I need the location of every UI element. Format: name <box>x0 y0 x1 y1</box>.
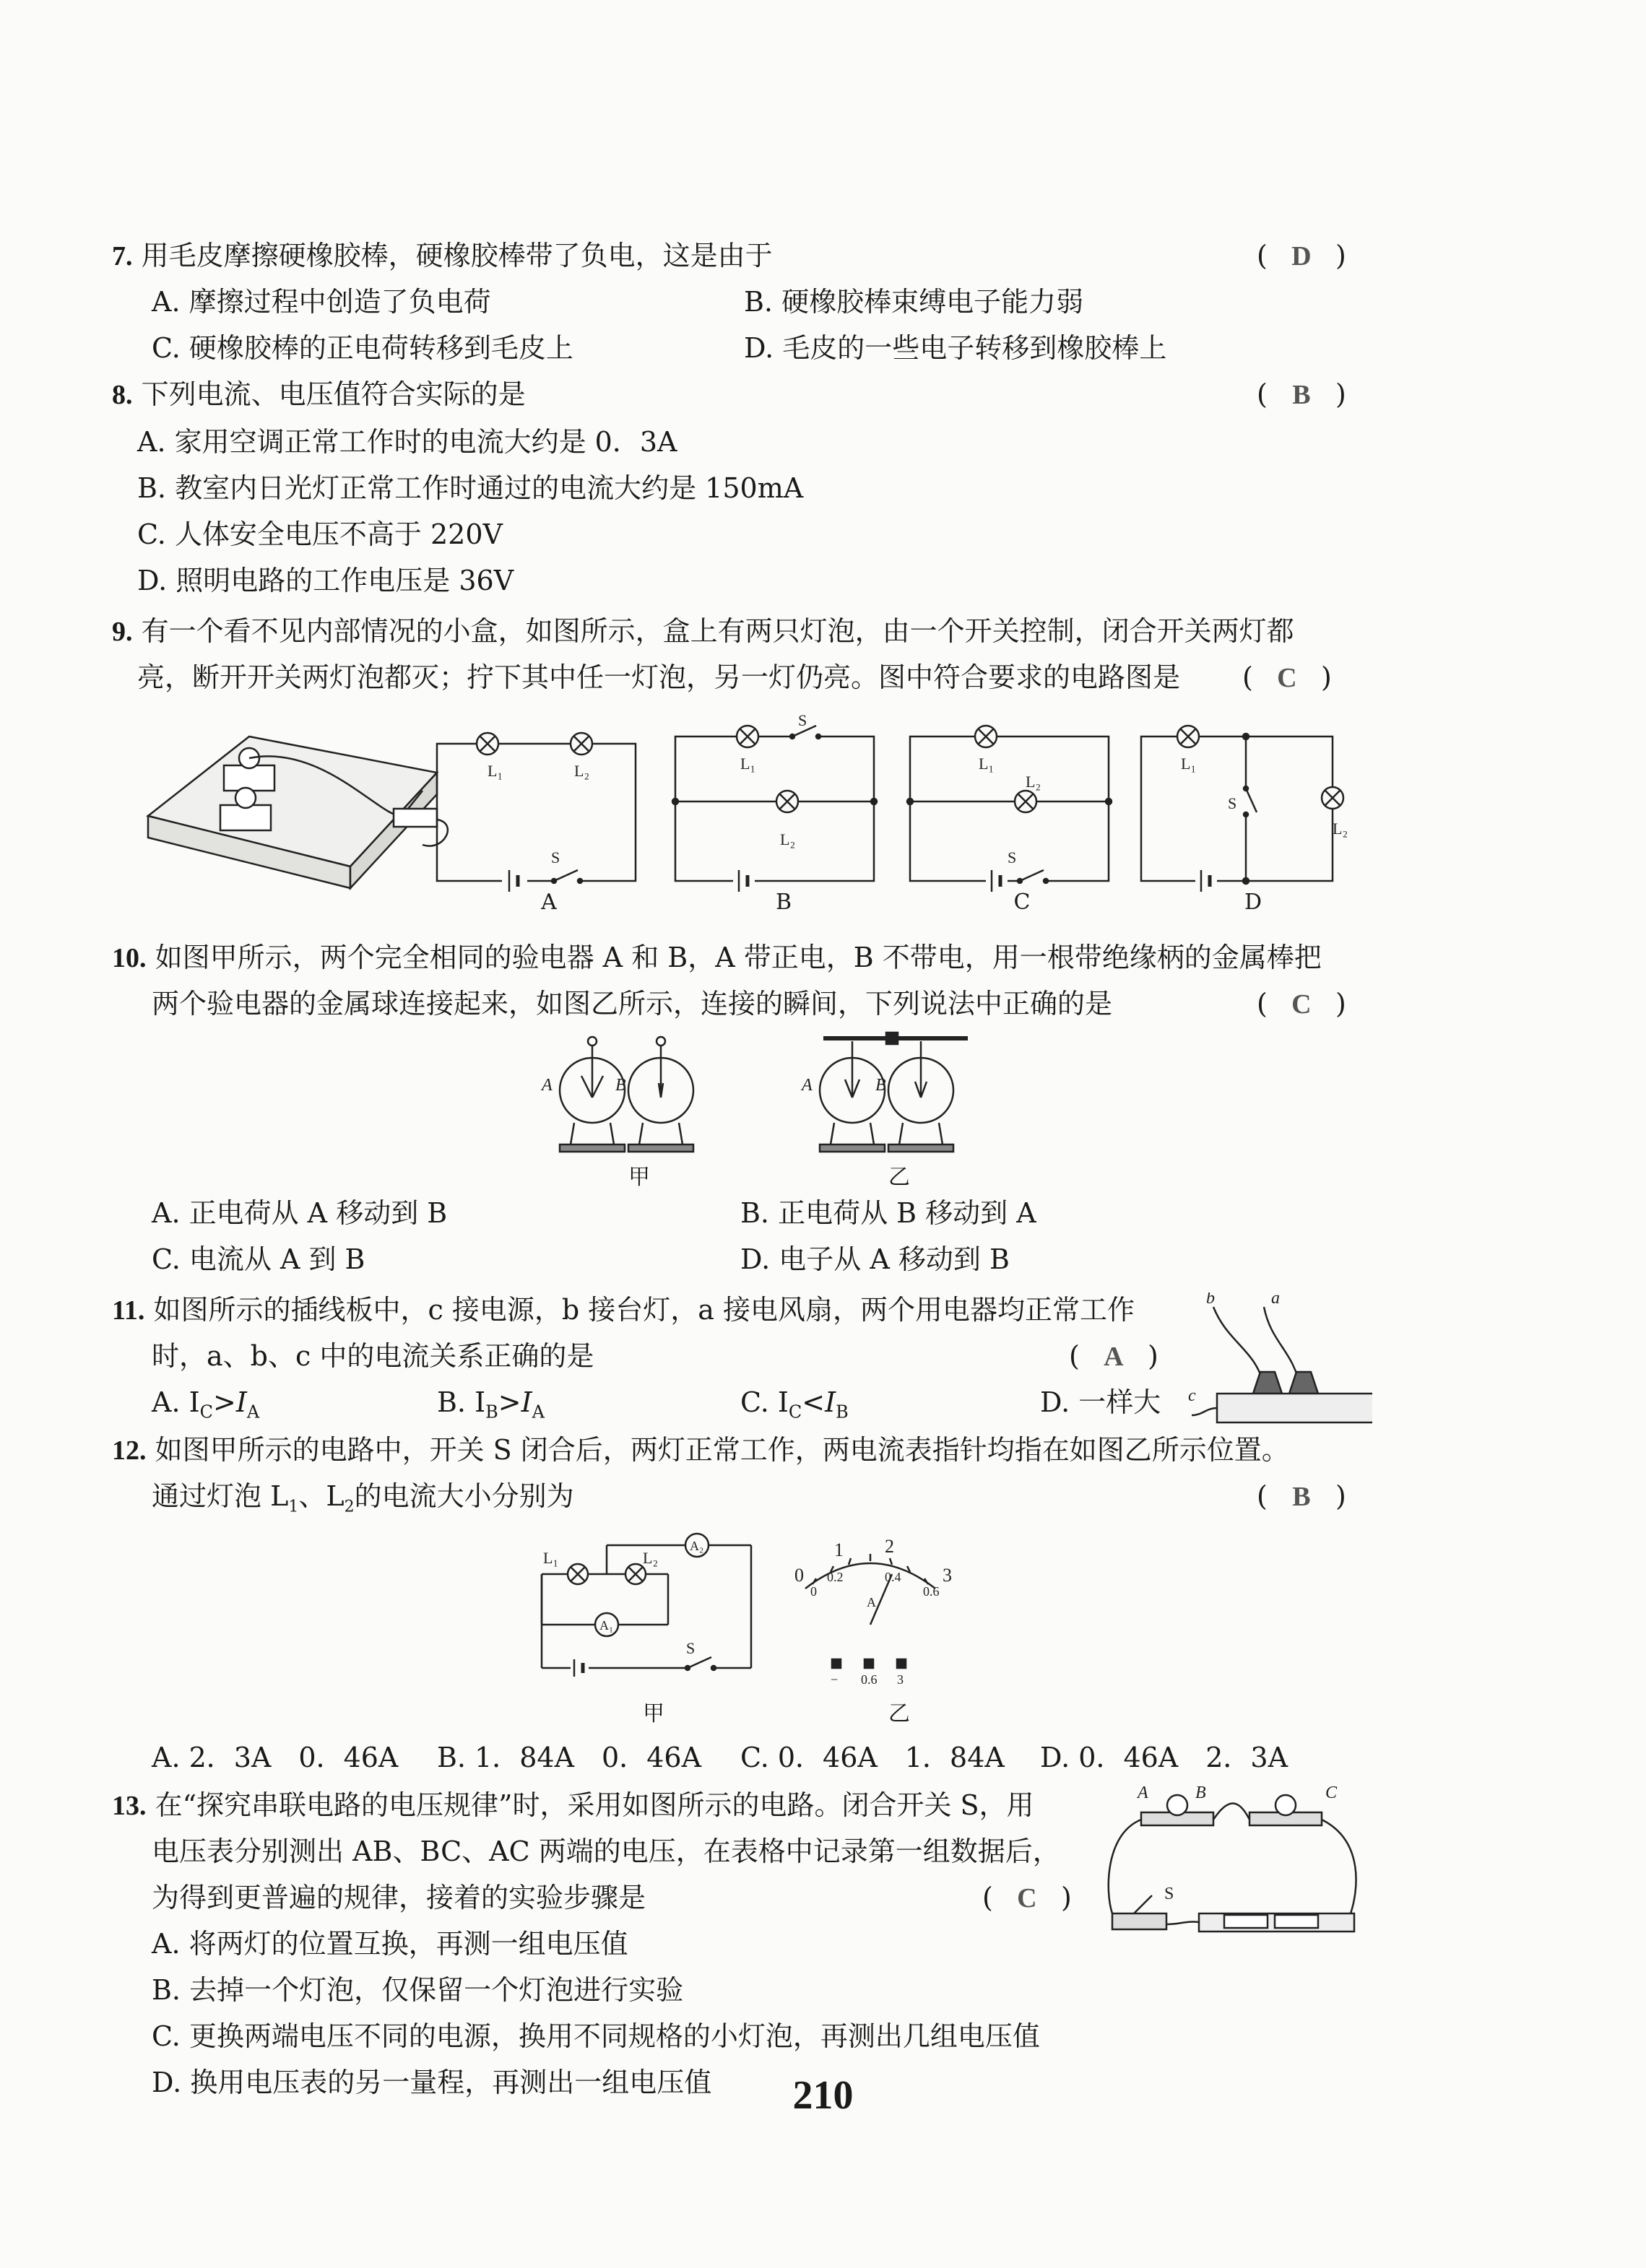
q13-answer: ( C ) <box>982 1880 1072 1916</box>
q10-answer-letter: C <box>1291 989 1312 1020</box>
svg-text:1: 1 <box>834 1539 844 1560</box>
q10-fig-label-jia: 甲 <box>628 1165 650 1190</box>
q9-fig-label-d: D <box>1244 890 1262 915</box>
svg-text:0.6: 0.6 <box>861 1672 878 1687</box>
svg-text:S: S <box>551 848 560 866</box>
q9-circuit-d <box>1141 726 1343 892</box>
q7-stem <box>112 238 773 274</box>
q11-stem-line2: 时，a、b、c 中的电流关系正确的是 <box>152 1340 594 1372</box>
q12-fig-label-jia: 甲 <box>643 1701 664 1726</box>
q12-option-c: C. 0．46A 1．84A <box>740 1742 1005 1773</box>
svg-text:0.4: 0.4 <box>885 1570 901 1584</box>
q7-option-a: A. 摩擦过程中创造了负电荷 <box>152 286 491 318</box>
q11-option-a-text: A. I <box>152 1386 200 1418</box>
svg-text:0.6: 0.6 <box>923 1584 940 1599</box>
q8-option-a: A. 家用空调正常工作时的电流大约是 0．3A <box>137 426 677 458</box>
q8-stem <box>112 377 526 412</box>
svg-text:A: A <box>802 1076 813 1095</box>
q10-fig-yi <box>820 1033 968 1152</box>
q12-number: 12. <box>112 1435 147 1466</box>
svg-text:S: S <box>686 1639 696 1657</box>
q12-figures <box>527 1524 989 1690</box>
svg-text:0: 0 <box>794 1565 804 1586</box>
q13-answer-letter: C <box>1017 1883 1037 1913</box>
q12-option-d: D. 0．46A 2．3A <box>1040 1742 1288 1773</box>
q8-option-c: C. 人体安全电压不高于 220V <box>137 518 503 550</box>
svg-text:A₁: A₁ <box>599 1618 614 1633</box>
q9-fig-label-c: C <box>1013 890 1031 915</box>
q12-stem-text1: 如图甲所示的电路中，开关 S 闭合后，两灯正常工作，两电流表指针均指在如图乙所示位置。 <box>155 1434 1289 1466</box>
q12-fig-label-yi: 乙 <box>888 1701 910 1726</box>
q11-option-a: A. $I_C>I_A$ <box>152 1386 260 1422</box>
q12-option-b: B. 1．84A 0．46A <box>437 1742 702 1773</box>
q10-fig-label-yi: 乙 <box>888 1165 910 1190</box>
q10-option-c: C. 电流从 A 到 B <box>152 1243 365 1275</box>
q9-stem-line1 <box>112 614 1294 649</box>
q12-fig-yi-ammeter <box>805 1554 935 1668</box>
q10-option-a: A. 正电荷从 A 移动到 B <box>152 1197 448 1229</box>
q13-stem-line2: 电压表分别测出 AB、BC、AC 两端的电压，在表格中记录第一组数据后， <box>152 1835 1060 1867</box>
q13-option-a: A. 将两灯的位置互换，再测一组电压值 <box>152 1928 628 1960</box>
q11-answer: ( A ) <box>1069 1339 1158 1374</box>
q10-electroscope-figures <box>534 1025 982 1170</box>
svg-text:S: S <box>1164 1885 1174 1903</box>
q7-option-c: C. 硬橡胶棒的正电荷转移到毛皮上 <box>152 332 573 364</box>
svg-text:A: A <box>1138 1783 1148 1802</box>
q10-stem-text1: 如图甲所示，两个完全相同的验电器 A 和 B，A 带正电，B 不带电，用一根带绝缘柄的金属棒把 <box>155 942 1322 973</box>
q10-stem-line1 <box>112 940 1322 976</box>
svg-text:L₁: L₁ <box>543 1549 559 1567</box>
svg-text:b: b <box>1206 1292 1215 1308</box>
q11-option-c-text: C. I <box>740 1386 789 1418</box>
svg-text:B: B <box>1195 1783 1206 1802</box>
svg-text:L₂: L₂ <box>574 762 590 780</box>
q12-stem-text2: 通过灯泡 L <box>152 1480 289 1512</box>
svg-text:S: S <box>1228 794 1237 812</box>
q12-answer: ( B ) <box>1257 1479 1346 1514</box>
q13-number: 13. <box>112 1791 147 1821</box>
q8-answer: ( B ) <box>1257 377 1346 412</box>
svg-text:c: c <box>1188 1386 1196 1405</box>
svg-text:a: a <box>1271 1292 1280 1308</box>
q7-stem-text: 用毛皮摩擦硬橡胶棒，硬橡胶棒带了负电，这是由于 <box>141 240 773 271</box>
q9-answer-letter: C <box>1277 663 1297 693</box>
q11-number: 11. <box>112 1295 145 1326</box>
q13-option-c: C. 更换两端电压不同的电源，换用不同规格的小灯泡，再测出几组电压值 <box>152 2020 1040 2052</box>
q9-circuit-b <box>672 726 877 892</box>
q10-stem-line2: 两个验电器的金属球连接起来，如图乙所示，连接的瞬间，下列说法中正确的是 <box>152 988 1113 1020</box>
q10-answer: ( C ) <box>1257 986 1346 1022</box>
q9-stem-line2: 亮，断开开关两灯泡都灭；拧下其中任一灯泡，另一灯仍亮。图中符合要求的电路图是 <box>137 661 1181 693</box>
svg-text:A₂: A₂ <box>690 1539 704 1553</box>
svg-text:2: 2 <box>885 1536 894 1557</box>
q8-option-d: D. 照明电路的工作电压是 36V <box>137 565 514 596</box>
q13-stem-line3: 为得到更普遍的规律，接着的实验步骤是 <box>152 1882 646 1913</box>
q13-circuit-figure <box>1105 1783 1379 1950</box>
svg-text:L₂: L₂ <box>780 830 796 848</box>
svg-text:S: S <box>798 715 807 729</box>
q9-fig-label-a: A <box>541 890 557 915</box>
q13-stem-line1 <box>112 1788 1034 1823</box>
svg-text:3: 3 <box>943 1565 952 1586</box>
q13-option-d: D. 换用电压表的另一量程，再测出一组电压值 <box>152 2067 712 2098</box>
q7-option-b: B. 硬橡胶棒束缚电子能力弱 <box>744 286 1084 318</box>
q13-option-b: B. 去掉一个灯泡，仅保留一个灯泡进行实验 <box>152 1974 684 2006</box>
svg-text:3: 3 <box>897 1672 904 1687</box>
svg-text:0: 0 <box>810 1584 817 1599</box>
q8-number: 8. <box>112 380 133 410</box>
q11-answer-letter: A <box>1104 1342 1124 1372</box>
q9-box-drawing <box>148 737 448 888</box>
q10-number: 10. <box>112 943 147 973</box>
svg-text:B: B <box>615 1076 626 1095</box>
q9-circuit-c <box>907 726 1112 892</box>
svg-text:B: B <box>875 1076 886 1095</box>
q11-stem-line1 <box>112 1292 1135 1328</box>
q8-answer-letter: B <box>1292 380 1311 410</box>
q11-option-b: B. $I_B>I_A$ <box>437 1386 545 1422</box>
svg-text:L₁: L₁ <box>740 755 756 773</box>
svg-text:S: S <box>1008 848 1017 866</box>
q10-option-b: B. 正电荷从 B 移动到 A <box>740 1197 1036 1229</box>
svg-text:A: A <box>867 1595 876 1609</box>
q11-option-b-text: B. I <box>437 1386 486 1418</box>
q11-option-c: C. $I_C<I_B$ <box>740 1386 849 1422</box>
q10-option-d: D. 电子从 A 移动到 B <box>740 1243 1010 1275</box>
svg-text:L₁: L₁ <box>488 762 503 780</box>
svg-text:L₂: L₂ <box>643 1549 659 1567</box>
page-number: 210 <box>792 2073 854 2118</box>
q7-answer: ( D ) <box>1257 238 1346 274</box>
q12-answer-letter: B <box>1292 1482 1311 1512</box>
q12-stem-line2: 通过灯泡 $L_1$、$L_2$的电流大小分别为 <box>152 1480 574 1516</box>
q13-stem-text1: 在“探究串联电路的电压规律”时，采用如图所示的电路。闭合开关 S，用 <box>155 1789 1034 1821</box>
q9-stem-text1: 有一个看不见内部情况的小盒，如图所示，盒上有两只灯泡，由一个开关控制，闭合开关两灯都 <box>141 615 1294 647</box>
q9-fig-label-b: B <box>775 890 792 915</box>
q9-answer: ( C ) <box>1242 660 1332 695</box>
q9-figures <box>141 715 1354 924</box>
svg-text:L₁: L₁ <box>1181 755 1197 773</box>
svg-text:L₁: L₁ <box>979 755 995 773</box>
q7-answer-letter: D <box>1291 241 1312 271</box>
svg-text:−: − <box>831 1672 839 1687</box>
svg-text:A: A <box>542 1076 553 1095</box>
q11-option-d: D. 一样大 <box>1040 1386 1161 1418</box>
svg-text:0.2: 0.2 <box>827 1570 844 1584</box>
q7-number: 7. <box>112 241 133 271</box>
q12-stem-line1 <box>112 1433 1289 1468</box>
svg-text:L₂: L₂ <box>1026 773 1041 791</box>
q9-number: 9. <box>112 617 133 647</box>
q7-option-d: D. 毛皮的一些电子转移到橡胶棒上 <box>744 332 1167 364</box>
q11-stem-text1: 如图所示的插线板中，c 接电源，b 接台灯，a 接电风扇，两个用电器均正常工作 <box>153 1294 1135 1326</box>
svg-text:C: C <box>1325 1783 1338 1802</box>
q11-power-strip-figure <box>1184 1292 1372 1437</box>
svg-text:L₂: L₂ <box>1333 820 1348 838</box>
q9-circuit-a <box>437 733 636 892</box>
q12-option-a: A. 2．3A 0．46A <box>152 1742 399 1773</box>
q10-fig-jia <box>560 1037 693 1152</box>
q8-option-b: B. 教室内日光灯正常工作时通过的电流大约是 150mA <box>137 472 804 504</box>
q8-stem-text: 下列电流、电压值符合实际的是 <box>141 378 526 410</box>
